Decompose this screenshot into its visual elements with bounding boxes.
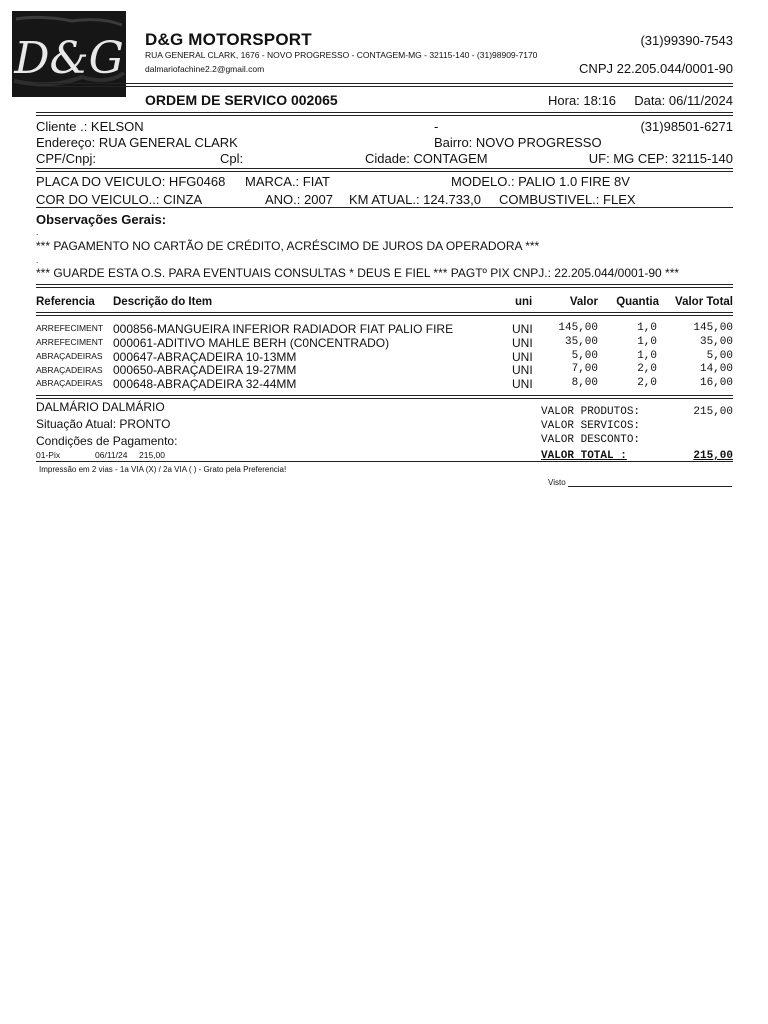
vehicle-brand: MARCA.: FIAT [245, 174, 330, 189]
client-dash: - [434, 119, 439, 134]
row-total: 145,00 [693, 322, 733, 334]
discount-total-label: VALOR DESCONTO: [541, 434, 641, 446]
technician-name: DALMÁRIO DALMÁRIO [36, 400, 165, 414]
row-value: 145,00 [558, 322, 598, 334]
company-address: RUA GENERAL CLARK, 1676 - NOVO PROGRESSO - CONTAGEM-MG - 32115-140 - (31)98909-7170 [145, 50, 538, 60]
payment-date: 06/11/24 [95, 450, 128, 460]
row-total: 35,00 [699, 336, 733, 348]
signature-line [568, 486, 732, 487]
client-name: Cliente .: KELSON [36, 119, 144, 134]
divider [36, 284, 733, 285]
column-header-reference: Referencia [36, 296, 95, 308]
row-quantity: 2,0 [637, 377, 657, 389]
row-description: 000061-ADITIVO MAHLE BERH (C0NCENTRADO) [113, 336, 390, 350]
divider [36, 171, 733, 172]
row-total: 5,00 [706, 350, 733, 362]
observations-line: *** PAGAMENTO NO CARTÃO DE CRÉDITO, ACRÉSCIMO DE JUROS DA OPERADORA *** [36, 239, 540, 253]
column-header-total: Valor Total [675, 296, 733, 308]
products-total-label: VALOR PRODUTOS: [541, 406, 641, 418]
vehicle-year: ANO.: 2007 [265, 192, 333, 207]
divider [36, 168, 733, 169]
divider [36, 287, 733, 288]
row-value: 5,00 [571, 350, 598, 362]
row-value: 7,00 [571, 363, 598, 375]
signature-label: Visto [548, 478, 566, 487]
row-total: 14,00 [699, 363, 733, 375]
order-title: ORDEM DE SERVICO 002065 [145, 92, 338, 108]
row-description: 000648-ABRAÇADEIRA 32-44MM [113, 377, 297, 391]
divider [36, 395, 733, 396]
row-value: 8,00 [571, 377, 598, 389]
client-city: Cidade: CONTAGEM [365, 151, 488, 166]
row-total: 16,00 [699, 377, 733, 389]
divider [36, 312, 733, 313]
column-header-description: Descrição do Item [113, 296, 213, 308]
grand-total-label: VALOR TOTAL : [541, 450, 627, 462]
column-header-quantity: Quantia [616, 296, 659, 308]
order-time: Hora: 18:16 [548, 93, 616, 108]
vehicle-model: MODELO.: PALIO 1.0 FIRE 8V [451, 174, 630, 189]
row-reference: ABRAÇADEIRAS [36, 378, 103, 388]
row-description: 000650-ABRAÇADEIRA 19-27MM [113, 363, 297, 377]
row-reference: ARREFECIMENT [36, 323, 104, 333]
company-phone: (31)99390-7543 [640, 33, 733, 48]
company-email: dalmariofachine2.2@gmail.com [145, 64, 265, 74]
row-quantity: 1,0 [637, 336, 657, 348]
divider [36, 112, 733, 113]
client-address: Endereço: RUA GENERAL CLARK [36, 135, 238, 150]
divider [36, 207, 733, 208]
vehicle-fuel: COMBUSTIVEL.: FLEX [499, 192, 636, 207]
company-name: D&G MOTORSPORT [145, 30, 312, 49]
client-cpf: CPF/Cnpj: [36, 151, 96, 166]
observations-line: *** GUARDE ESTA O.S. PARA EVENTUAIS CONSULTAS * DEUS E FIEL *** PAGTº PIX CNPJ.: 22.205.044/0001-90 *** [36, 266, 680, 280]
row-description: 000647-ABRAÇADEIRA 10-13MM [113, 350, 297, 364]
row-quantity: 2,0 [637, 363, 657, 375]
divider [36, 83, 733, 84]
vehicle-km: KM ATUAL.: 124.733,0 [349, 192, 481, 207]
products-total-value: 215,00 [693, 406, 733, 418]
vehicle-plate: PLACA DO VEICULO: HFG0468 [36, 174, 226, 189]
payment-conditions-label: Condições de Pagamento: [36, 434, 178, 448]
divider [36, 115, 733, 116]
column-header-unit: uni [515, 296, 533, 308]
divider [36, 398, 733, 399]
payment-amount: 215,00 [139, 450, 165, 460]
row-quantity: 1,0 [637, 350, 657, 362]
logo-text: D&G [14, 33, 124, 84]
row-reference: ABRAÇADEIRAS [36, 351, 103, 361]
client-cpl: Cpl: [220, 151, 244, 166]
divider [36, 315, 733, 316]
vehicle-color: COR DO VEICULO..: CINZA [36, 192, 203, 207]
divider [36, 86, 733, 87]
print-note: Impressão em 2 vias - 1a VIA (X) / 2a VIA ( ) - Grato pela Preferencia! [39, 465, 287, 474]
divider [36, 461, 733, 462]
row-reference: ARREFECIMENT [36, 337, 104, 347]
logo-image [12, 11, 126, 97]
row-description: 000856-MANGUEIRA INFERIOR RADIADOR FIAT PALIO FIRE [113, 322, 454, 336]
client-phone: (31)98501-6271 [640, 119, 733, 134]
row-quantity: 1,0 [637, 322, 657, 334]
column-header-value: Valor [569, 296, 598, 308]
client-uf-cep: UF: MG CEP: 32115-140 [588, 151, 733, 166]
company-logo [12, 11, 126, 97]
observations-title: Observações Gerais: [36, 212, 167, 227]
order-date: Data: 06/11/2024 [634, 93, 733, 108]
row-unit: UNI [512, 322, 533, 336]
observations-dot: . [36, 255, 39, 265]
row-unit: UNI [512, 350, 533, 364]
company-cnpj: CNPJ 22.205.044/0001-90 [579, 61, 733, 76]
grand-total-value: 215,00 [693, 450, 733, 462]
row-unit: UNI [512, 377, 533, 391]
row-unit: UNI [512, 363, 533, 377]
row-value: 35,00 [564, 336, 598, 348]
services-total-label: VALOR SERVICOS: [541, 420, 641, 432]
row-reference: ABRAÇADEIRAS [36, 365, 103, 375]
payment-type: 01-Pix [36, 450, 61, 460]
client-district: Bairro: NOVO PROGRESSO [434, 135, 602, 150]
observations-dot: . [36, 227, 39, 237]
row-unit: UNI [512, 336, 533, 350]
status-text: Situação Atual: PRONTO [36, 417, 171, 431]
